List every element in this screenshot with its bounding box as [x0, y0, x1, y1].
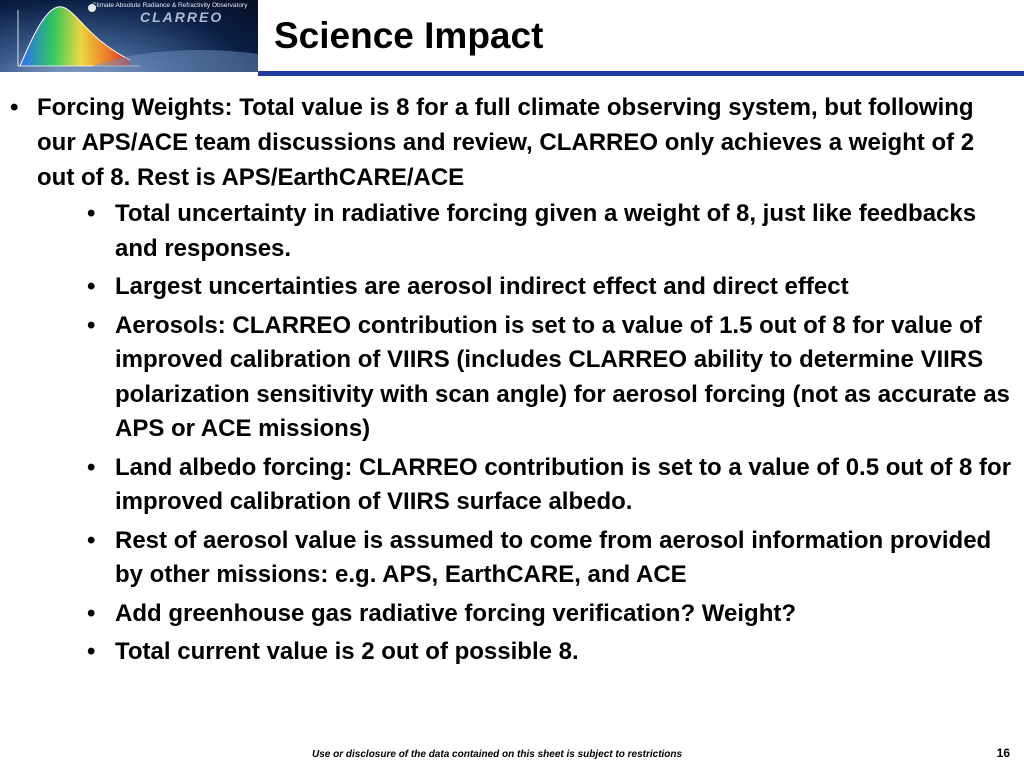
slide-body [10, 90, 1016, 674]
sub-bullet [37, 451, 1016, 520]
slide-title: Science Impact [274, 15, 544, 56]
bullet-marker: • [87, 273, 96, 300]
bullet-marker: • [87, 200, 96, 227]
sub-bullet [37, 197, 1016, 266]
sub-bullet-list [37, 197, 1016, 670]
bullet-marker: • [87, 453, 96, 481]
sub-bullet-text: Land albedo forcing: CLARREO contribution is set to a value of 0.5 out of 8 for improved calibration of VIIRS surface albedo. [115, 453, 1012, 515]
sub-bullet [37, 270, 1016, 305]
sub-bullet-text: Total current value is 2 out of possible 8. [115, 638, 579, 665]
sub-bullet-text: Aerosols: CLARREO contribution is set to a value of 1.5 out of 8 for value of improved calibration of VIIRS (includes CLARREO ability to determine VIIRS polarization sensitivity with scan angle) for aerosol forcing (not as accurate as APS or ACE missions) [115, 311, 1010, 442]
sub-bullet [37, 524, 1016, 593]
title-rule [258, 71, 1024, 76]
logo-caption: Climate Absolute Radiance & Refractivity Observatory [92, 2, 248, 9]
clarreo-logo [0, 0, 258, 72]
main-bullet [10, 90, 1016, 670]
sub-bullet [37, 635, 1016, 670]
bullet-marker: • [87, 599, 96, 627]
footer-restriction-note: Use or disclosure of the data contained on this sheet is subject to restrictions [312, 749, 683, 760]
bullet-marker: • [87, 311, 96, 339]
sub-bullet [37, 309, 1016, 447]
bullet-marker: • [10, 94, 19, 121]
sub-bullet-text: Rest of aerosol value is assumed to come from aerosol information provided by other missions: e.g. APS, EarthCARE, and ACE [115, 526, 992, 588]
sub-bullet-text: Total uncertainty in radiative forcing given a weight of 8, just like feedbacks and responses. [115, 200, 977, 262]
sub-bullet-text: Add greenhouse gas radiative forcing verification? Weight? [115, 599, 796, 627]
bullet-list [10, 90, 1016, 670]
logo-wordmark: CLARREO [140, 9, 224, 25]
sub-bullet-text: Largest uncertainties are aerosol indirect effect and direct effect [115, 273, 849, 300]
bullet-marker: • [87, 526, 96, 554]
sub-bullet [37, 597, 1016, 632]
main-bullet-text: Forcing Weights: Total value is 8 for a full climate observing system, but following our APS/ACE team discussions and review, CLARREO only achieves a weight of 2 out of 8. Rest is APS/EarthCARE/ACE [37, 94, 975, 191]
bullet-marker: • [87, 638, 96, 665]
page-number: 16 [996, 746, 1010, 760]
